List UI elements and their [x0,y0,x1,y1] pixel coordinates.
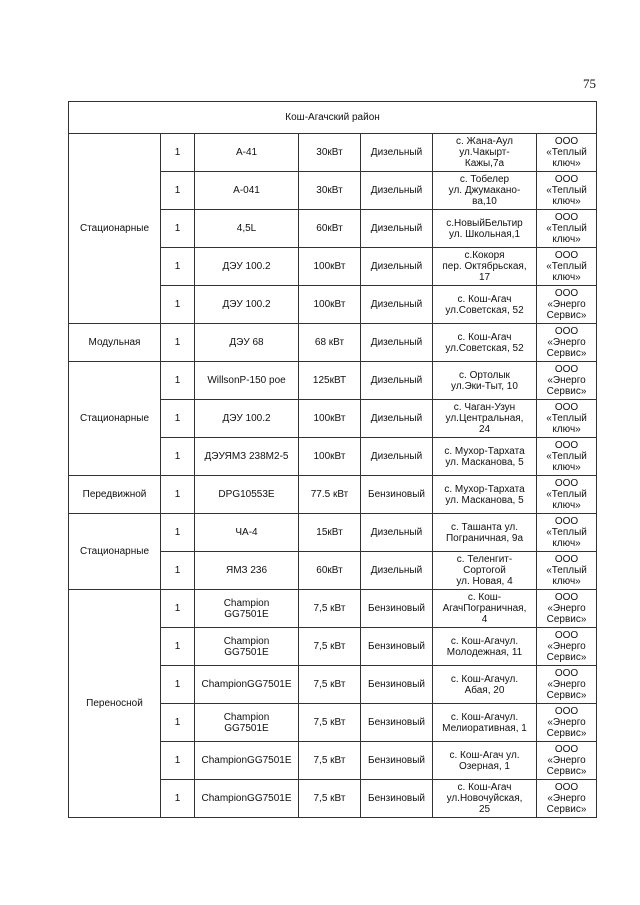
cell-address [433,438,537,476]
cell-fuel [361,590,433,628]
cell-power-text: 100кВт [313,451,346,462]
cell-qty [161,742,195,780]
cell-fuel-text: Дизельный [370,261,423,272]
cell-qty-text: 1 [174,147,181,158]
cell-address [433,552,537,590]
cell-owner [537,134,597,172]
cell-fuel-text: Бензиновый [368,717,425,728]
cell-owner [537,704,597,742]
cell-power-text: 7,5 кВт [313,603,346,614]
cell-owner-text: ООО «Теплый ключ» [546,402,587,435]
cell-owner-text: ООО «Энерго Сервис» [546,706,587,739]
cell-power [299,286,361,324]
cell-qty-text: 1 [174,793,181,804]
cell-power-text: 30кВт [316,147,343,158]
cell-fuel [361,704,433,742]
cell-model [195,780,299,818]
cell-model [195,362,299,400]
cell-category: Модульная [69,324,161,362]
cell-qty [161,476,195,514]
cell-address [433,210,537,248]
cell-model [195,286,299,324]
cell-model-text: ДЭУ 100.2 [222,299,271,310]
cell-qty [161,590,195,628]
cell-fuel-text: Дизельный [370,413,423,424]
cell-category: Стационарные [69,362,161,476]
cell-owner [537,362,597,400]
cell-qty-text: 1 [174,603,181,614]
cell-owner [537,742,597,780]
cell-owner-text: ООО «Теплый ключ» [546,212,587,245]
cell-address-text: с. Кош-Агач ул. Озерная, 1 [449,749,520,772]
cell-address-text: с. Кош- АгачПограничная, 4 [442,592,527,625]
cell-owner-text: ООО «Энерго Сервис» [546,744,587,777]
cell-address-text: с. Кош-Агач ул.Советская, 52 [445,331,524,354]
cell-power-text: 68 кВт [314,337,345,348]
table-row [69,134,597,172]
cell-fuel [361,362,433,400]
cell-qty-text: 1 [174,755,181,766]
cell-power-text: 7,5 кВт [313,679,346,690]
table-row [69,362,597,400]
cell-fuel [361,780,433,818]
cell-address [433,780,537,818]
cell-owner [537,210,597,248]
cell-fuel-text: Дизельный [370,451,423,462]
cell-power-text: 100кВт [313,299,346,310]
cell-address-text: с. Тобелер ул. Джумакано- ва,10 [448,174,521,207]
cell-qty [161,362,195,400]
cell-model [195,666,299,704]
cell-owner-text: ООО «Энерго Сервис» [546,630,587,663]
cell-qty [161,628,195,666]
cell-power-text: 125кВТ [312,375,347,386]
cell-power-text: 30кВт [316,185,343,196]
cell-model-text: ЧА-4 [235,527,258,538]
cell-owner-text: ООО «Энерго Сервис» [546,592,587,625]
cell-address [433,628,537,666]
cell-power [299,248,361,286]
cell-address-text: с. Ортолык ул.Эки-Тыт, 10 [451,369,518,392]
cell-model-text: Champion GG7501E [223,597,270,620]
table-row [69,324,597,362]
cell-qty-text: 1 [174,375,181,386]
cell-fuel-text: Бензиновый [368,755,425,766]
region-header-row [69,102,597,134]
cell-fuel-text: Дизельный [370,565,423,576]
cell-model [195,552,299,590]
cell-power-text: 60кВт [316,565,343,576]
cell-qty-text: 1 [174,717,181,728]
cell-model [195,172,299,210]
cell-owner [537,514,597,552]
cell-power-text: 7,5 кВт [313,641,346,652]
cell-owner [537,324,597,362]
cell-qty-text: 1 [174,185,181,196]
cell-power [299,134,361,172]
cell-owner-text: ООО «Теплый ключ» [546,554,587,587]
cell-address-text: с. Ташанта ул. Пограничная, 9а [445,521,524,544]
cell-model [195,514,299,552]
cell-owner-text: ООО «Теплый ключ» [546,174,587,207]
cell-address [433,362,537,400]
cell-owner [537,780,597,818]
cell-fuel-text: Бензиновый [368,603,425,614]
cell-address-text: с. Кош-Агачул. Мелиоративная, 1 [442,711,527,734]
cell-owner-text: ООО «Теплый ключ» [546,136,587,169]
cell-model-text: ДЭУЯМЗ 238М2-5 [204,451,289,462]
cell-owner-text: ООО «Теплый ключ» [546,250,587,283]
cell-address-text: с. Кош-Агачул. Абая, 20 [450,673,519,696]
cell-owner-text: ООО «Энерго Сервис» [546,288,587,321]
cell-address [433,248,537,286]
cell-model-text: DPG10553E [218,489,275,500]
cell-qty-text: 1 [174,261,181,272]
cell-address-text: с. Кош-Агачул. Молодежная, 11 [446,635,523,658]
cell-address [433,704,537,742]
cell-model-text: ДЭУ 100.2 [222,261,271,272]
cell-owner [537,590,597,628]
cell-power [299,704,361,742]
cell-owner [537,666,597,704]
cell-category: Передвижной [69,476,161,514]
cell-address [433,134,537,172]
cell-power [299,210,361,248]
cell-qty [161,552,195,590]
cell-model [195,476,299,514]
cell-address-text: с. Чаган-Узун ул.Центральная, 24 [445,402,524,435]
cell-address [433,666,537,704]
cell-model-text: ДЭУ 68 [229,337,264,348]
cell-address [433,286,537,324]
cell-owner-text: ООО «Энерго Сервис» [546,782,587,815]
cell-power [299,400,361,438]
cell-fuel-text: Бензиновый [368,679,425,690]
cell-model-text: Champion GG7501E [223,635,270,658]
cell-power [299,628,361,666]
cell-qty-text: 1 [174,299,181,310]
cell-power [299,362,361,400]
cell-address-text: с. Кош-Агач ул.Новочуйская, 25 [446,782,523,815]
cell-address-text: с. Мухор-Тархата ул. Масканова, 5 [444,445,525,468]
cell-fuel [361,476,433,514]
cell-fuel [361,134,433,172]
cell-fuel [361,514,433,552]
cell-qty-text: 1 [174,527,181,538]
cell-qty [161,666,195,704]
cell-owner-text: ООО «Энерго Сервис» [546,364,587,397]
cell-model [195,438,299,476]
cell-power-text: 100кВт [313,413,346,424]
cell-fuel [361,742,433,780]
cell-model-text: А-041 [233,185,260,196]
cell-owner-text: ООО «Теплый ключ» [546,516,587,549]
cell-fuel-text: Дизельный [370,147,423,158]
cell-power [299,514,361,552]
cell-power [299,780,361,818]
cell-qty-text: 1 [174,337,181,348]
cell-model [195,400,299,438]
cell-owner-text: ООО «Теплый ключ» [546,478,587,511]
cell-model-text: WillsonP-150 рое [207,375,286,386]
table-row [69,476,597,514]
cell-owner-text: ООО «Энерго Сервис» [546,326,587,359]
cell-owner [537,476,597,514]
cell-fuel-text: Дизельный [370,527,423,538]
cell-qty-text: 1 [174,451,181,462]
cell-model-text: ChampionGG7501E [201,793,292,804]
cell-model [195,590,299,628]
cell-qty [161,400,195,438]
cell-qty-text: 1 [174,223,181,234]
cell-owner [537,172,597,210]
cell-power-text: 7,5 кВт [313,793,346,804]
cell-qty [161,248,195,286]
cell-address [433,476,537,514]
cell-qty [161,704,195,742]
cell-address [433,590,537,628]
cell-model-text: А-41 [235,147,258,158]
cell-fuel-text: Дизельный [370,337,423,348]
cell-power-text: 60кВт [316,223,343,234]
cell-owner [537,248,597,286]
cell-power [299,324,361,362]
cell-power [299,552,361,590]
cell-power [299,590,361,628]
cell-fuel-text: Дизельный [370,185,423,196]
cell-model-text: Champion GG7501E [223,711,270,734]
cell-fuel [361,628,433,666]
cell-owner [537,438,597,476]
cell-power-text: 15кВт [316,527,343,538]
cell-qty [161,514,195,552]
cell-owner [537,286,597,324]
cell-qty [161,438,195,476]
cell-qty [161,172,195,210]
cell-power-text: 100кВт [313,261,346,272]
page-number: 75 [583,76,596,91]
cell-qty-text: 1 [174,413,181,424]
cell-power-text: 7,5 кВт [313,755,346,766]
cell-power [299,438,361,476]
cell-qty-text: 1 [174,679,181,690]
cell-category: Переносной [69,590,161,818]
cell-address-text: с.НовыйБельтир ул. Школьная,1 [446,217,523,240]
cell-fuel-text: Бензиновый [368,793,425,804]
cell-model [195,324,299,362]
cell-fuel [361,172,433,210]
cell-address-text: с. Жана-Аул ул.Чакырт- Кажы,7а [455,136,514,169]
generator-table [68,101,597,818]
cell-address-text: с. Теленгит- Сортогой ул. Новая, 4 [456,554,513,587]
cell-qty-text: 1 [174,489,181,500]
cell-model [195,248,299,286]
cell-fuel [361,324,433,362]
cell-owner [537,400,597,438]
cell-category: Стационарные [69,514,161,590]
cell-model [195,704,299,742]
cell-address [433,400,537,438]
cell-power-text: 77.5 кВт [310,489,349,500]
cell-fuel-text: Дизельный [370,375,423,386]
table-row [69,590,597,628]
cell-fuel [361,210,433,248]
cell-qty [161,210,195,248]
cell-owner-text: ООО «Теплый ключ» [546,440,587,473]
cell-power [299,666,361,704]
cell-power [299,172,361,210]
cell-power [299,742,361,780]
cell-model-text: ChampionGG7501E [201,755,292,766]
cell-qty [161,324,195,362]
cell-category: Стационарные [69,134,161,324]
cell-fuel [361,552,433,590]
cell-qty [161,780,195,818]
cell-fuel [361,400,433,438]
cell-power [299,476,361,514]
cell-model [195,742,299,780]
cell-model [195,210,299,248]
cell-fuel [361,438,433,476]
cell-fuel [361,248,433,286]
cell-address-text: с.Кокоря пер. Октябрьская, 17 [442,250,527,283]
region-title: Кош-Агачский район [69,102,597,134]
cell-model-text: ДЭУ 100.2 [222,413,271,424]
cell-power-text: 7,5 кВт [313,717,346,728]
cell-address [433,514,537,552]
cell-fuel-text: Бензиновый [368,641,425,652]
cell-model-text: ЯМЗ 236 [225,565,268,576]
cell-fuel-text: Бензиновый [368,489,425,500]
cell-model-text: 4,5L [236,223,257,234]
cell-fuel-text: Дизельный [370,299,423,310]
cell-fuel [361,666,433,704]
cell-address-text: с. Кош-Агач ул.Советская, 52 [445,293,524,316]
cell-owner [537,628,597,666]
cell-fuel-text: Дизельный [370,223,423,234]
cell-qty-text: 1 [174,641,181,652]
cell-owner [537,552,597,590]
cell-address [433,742,537,780]
cell-qty-text: 1 [174,565,181,576]
cell-model-text: ChampionGG7501E [201,679,292,690]
cell-address [433,324,537,362]
cell-model [195,134,299,172]
cell-fuel [361,286,433,324]
table-row [69,514,597,552]
cell-owner-text: ООО «Энерго Сервис» [546,668,587,701]
cell-address-text: с. Мухор-Тархата ул. Масканова, 5 [444,483,525,506]
cell-model [195,628,299,666]
cell-qty [161,286,195,324]
cell-qty [161,134,195,172]
cell-address [433,172,537,210]
